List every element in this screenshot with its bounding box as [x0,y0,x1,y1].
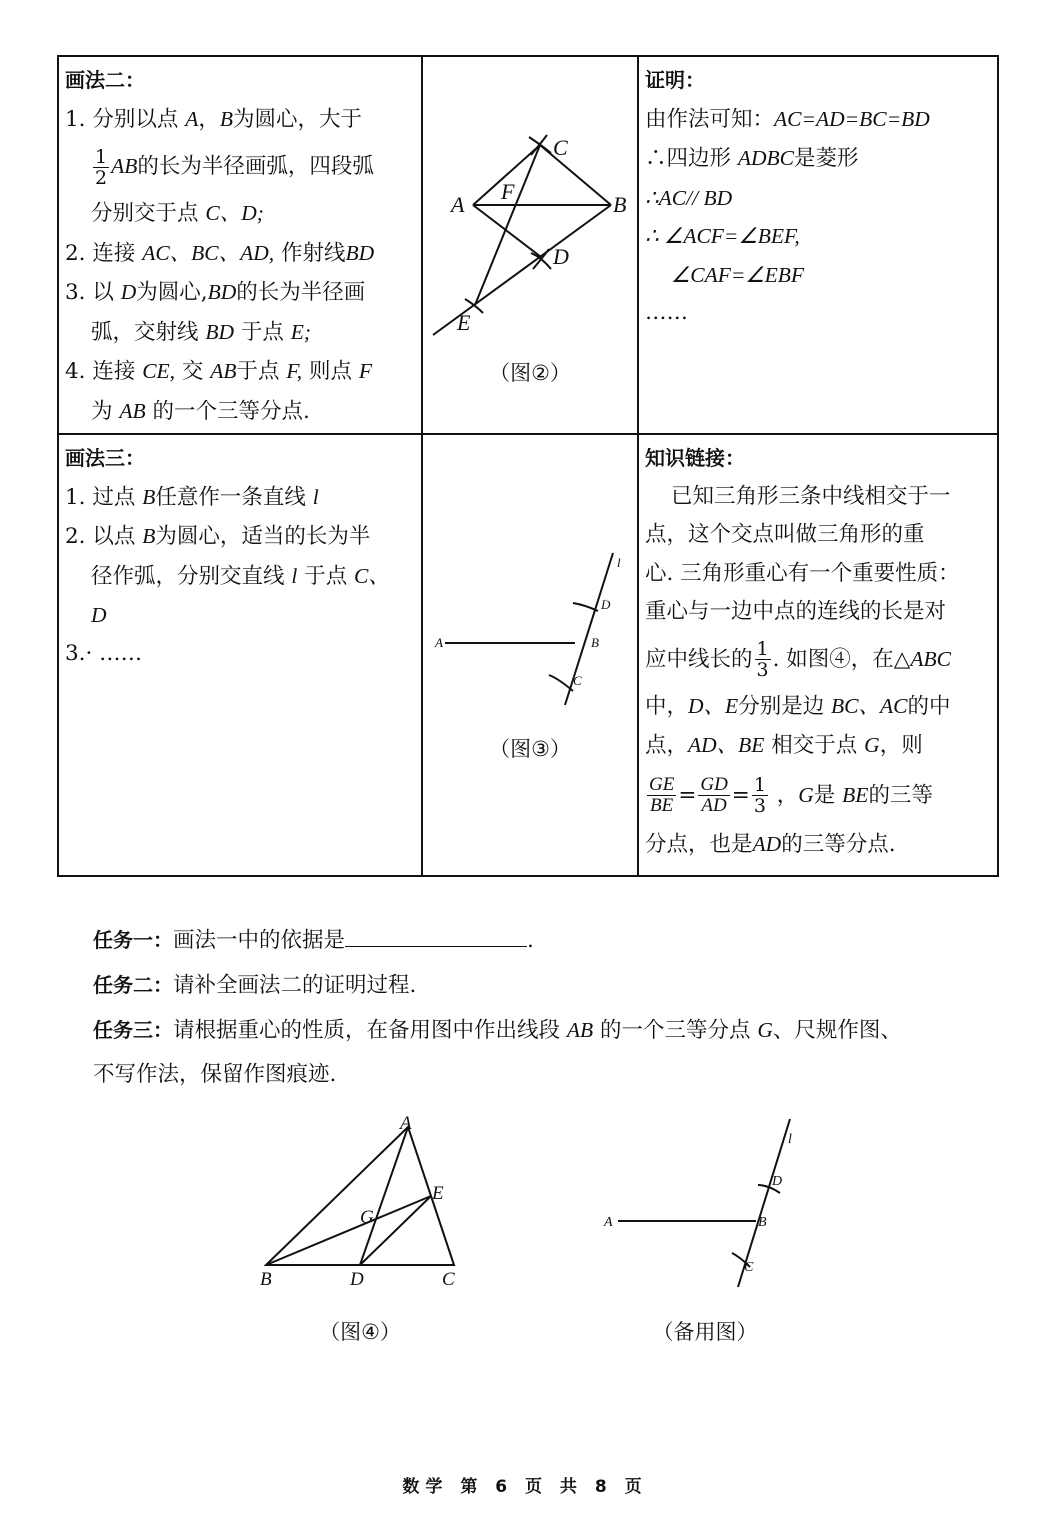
page-footer: 数学 第 6 页 共 8 页 [402,1477,648,1497]
fig2-label-d: D [553,244,569,269]
method2-step1: 1. 分别以点 A，B为圆心，大于 [65,106,363,132]
fig4-label-c: C [442,1269,455,1290]
fig2-segment-bc [540,145,611,205]
fig2-arc-c2 [531,135,547,155]
spare-label-b: B [758,1215,767,1230]
proof-heading: 证明： [645,68,705,92]
method3-cell: 画法三： 1. 过点 B任意作一条直线 l 2. 以点 B为圆心，适当的长为半 径作弧，分别交直线 l 于点 C、 D 3.· …… [58,434,422,876]
method2-step1-cont: $\frac{1}{2}$ AB的长为半径画弧，四段弧 [95,145,374,189]
fig2-label-b: B [613,192,627,217]
method2-heading: 画法二： [65,68,145,92]
fig2-label-a: A [451,192,465,217]
fig3-label-c: C [573,673,582,688]
fig3-caption: （图③） [489,737,571,761]
method2-cell: 画法二： 1. 分别以点 A，B为圆心，大于 $\frac{1}{2}$ AB的长为半径画弧，四段弧 分别交于点 C、D; 2. 连接 AC、BC、AD, 作射线BD 3. 以 D为圆心,BD的长为半径画 弧，交射线 BD 于点 E; 4. 连接 CE, 交 AB于点 F, 则点 F 为 AB 的一个三等分点. [58,56,422,434]
fig4-label-e: E [432,1183,444,1204]
fig4-median-ad [360,1127,408,1265]
fig3-diagram [423,435,639,875]
fig3-label-d: D [601,597,611,612]
fig3-label-l: l [617,555,621,570]
fig2-label-c: C [553,135,568,160]
fig4-label-d: D [350,1269,364,1290]
fig4-diagram [240,1105,480,1305]
half-fraction: $\frac{1}{2}$ [95,145,108,189]
method3-heading: 画法三： [65,446,145,470]
fig2-label-e: E [457,310,471,335]
knowledge-cell: 知识链接： 已知三角形三条中线相交于一 点，这个交点叫做三角形的重 心. 三角形重心有一个重要性质： 重心与一边中点的连线的长是对 应中线长的 $\frac{1}{3}$ . 如图④，在△ABC 中，D、E分别是边 BC、AC的中 点，AD、BE 相交于点 G，则 $\frac{GE}{BE}$ = $\frac{GD}{AD}$ = $\frac{1}{3}$ ，G是 BE的三等 分点，也是AD的三等分点. [638,434,998,876]
fig3-label-b: B [591,635,599,650]
knowledge-ratio: $\frac{GE}{BE}$ = $\frac{GD}{AD}$ = $\frac{1}{3}$ ，G是 BE的三等 [649,774,933,817]
fig4-label-b: B [260,1269,272,1290]
fig4-triangle-abc [266,1127,454,1265]
spare-diagram [590,1105,820,1305]
spare-label-c: C [744,1260,754,1275]
fig4-label-g: G [360,1207,374,1228]
task1-answer-blank[interactable] [345,922,527,947]
tasks: 任务一：画法一中的依据是 . 任务二：请补全画法二的证明过程. 任务三：请根据重心的性质，在备用图中作出线段 AB 的一个三等分点 G、尺规作图、 不写作法，保留作图痕迹. [93,918,1003,1097]
spare-label-a: A [604,1215,613,1230]
spare-caption: （备用图） [652,1320,758,1344]
fig4-caption: （图④） [319,1320,401,1344]
fig2-segment-ad [473,205,541,257]
method2-step3: 3. 以 D为圆心,BD的长为半径画 [65,280,366,305]
method-table [57,55,999,877]
task3: 任务三：请根据重心的性质，在备用图中作出线段 AB 的一个三等分点 G、尺规作图、 [93,1018,902,1043]
fig3-cell [422,434,638,876]
knowledge-heading: 知识链接： [645,446,745,470]
fig2-caption: （图②） [489,361,571,385]
fig2-cell [422,56,638,434]
task2: 任务二：请补全画法二的证明过程. [93,973,417,998]
fig4-median-be [266,1196,431,1265]
fig3-label-a: A [435,635,443,650]
method2-step4: 4. 连接 CE, 交 AB于点 F, 则点 F [65,359,372,384]
method2-step2: 2. 连接 AC、BC、AD, 作射线BD [65,240,375,266]
fig3-arc-d [573,603,598,611]
spare-label-l: l [788,1132,792,1147]
fig2-label-f: F [501,179,515,204]
task1: 任务一：画法一中的依据是 . [93,918,1003,963]
fig3-arc-c [549,675,573,691]
third-fraction: $\frac{1}{3}$ [756,638,769,681]
proof-cell: 证明： 由作法可知：AC=AD=BC=BD ∴四边形 ADBC是菱形 ∴AC// BD ∴ ∠ACF=∠BEF, ∠CAF=∠EBF …… [638,56,998,434]
fig4-label-a: A [400,1113,412,1134]
spare-label-d: D [772,1174,783,1189]
